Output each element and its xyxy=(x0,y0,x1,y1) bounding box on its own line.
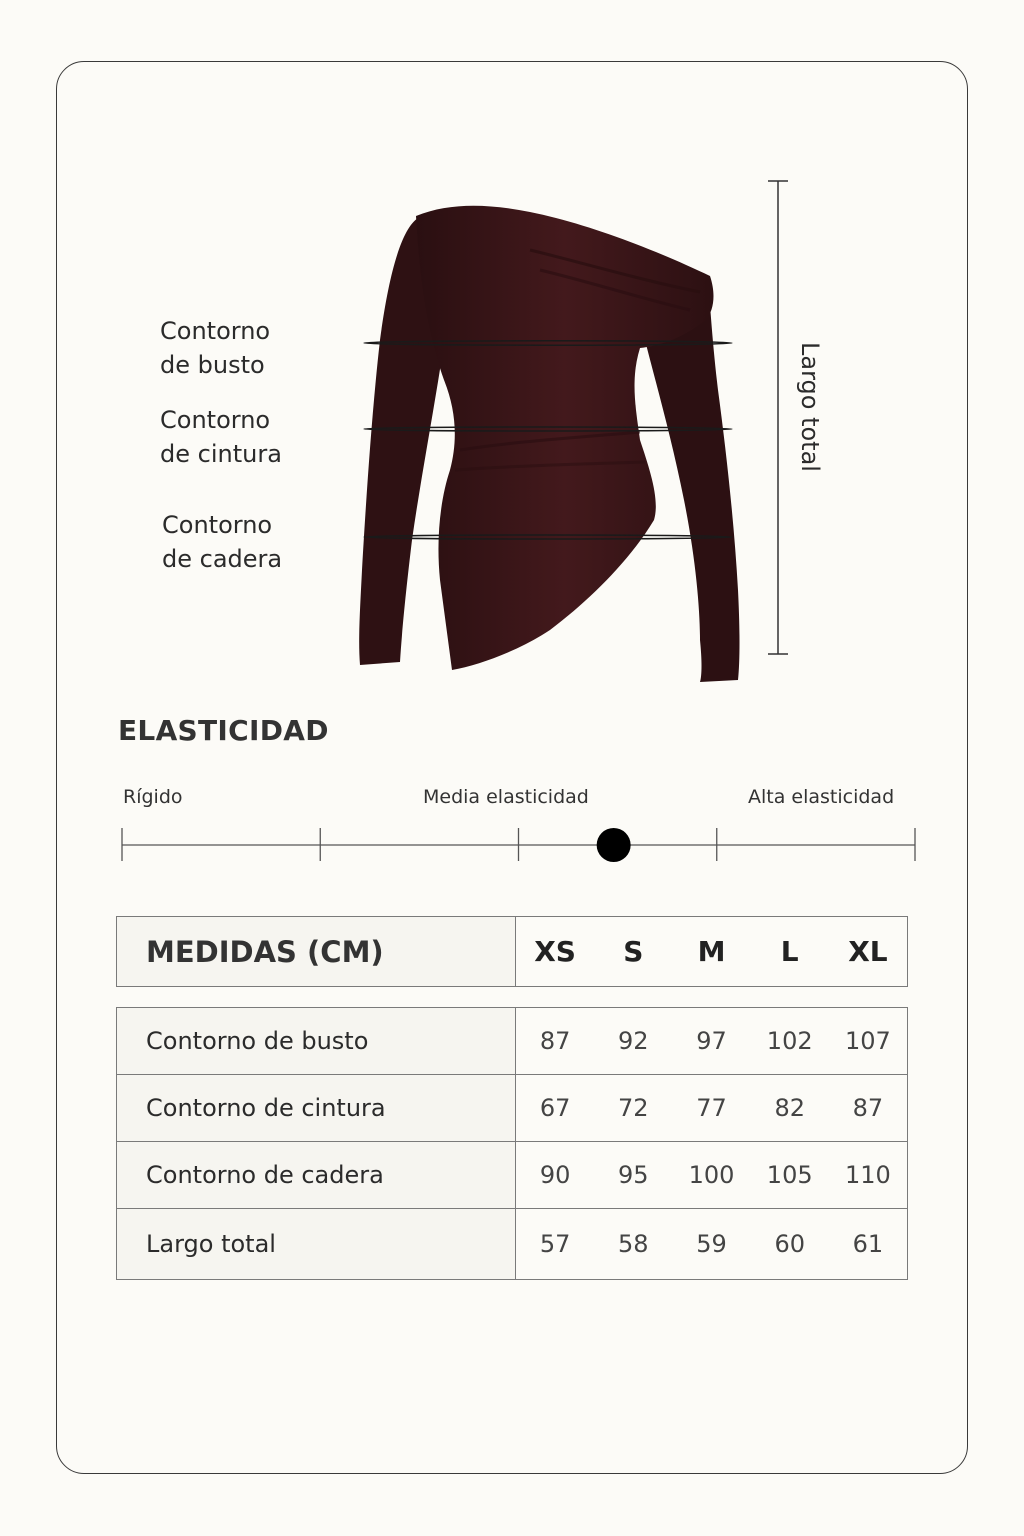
elasticity-title: ELASTICIDAD xyxy=(118,714,329,747)
elasticity-indicator xyxy=(597,828,631,862)
table-row xyxy=(117,1075,908,1142)
cell-value: 102 xyxy=(766,1027,813,1055)
bust-label: Contorno de busto xyxy=(160,317,271,379)
cell-value: 105 xyxy=(766,1161,813,1189)
cell-value: 92 xyxy=(618,1027,649,1055)
cell-value: 58 xyxy=(618,1230,649,1258)
garment-illustration xyxy=(340,170,760,690)
total-length-label: Largo total xyxy=(796,342,824,472)
cell-value: 87 xyxy=(539,1027,571,1055)
size-xl: XL xyxy=(848,935,888,968)
cell-value: 100 xyxy=(688,1161,735,1189)
cell-value: 61 xyxy=(852,1230,884,1258)
elasticity-mid-label: Media elasticidad xyxy=(423,786,589,808)
elasticity-scale xyxy=(110,820,930,870)
size-xs: XS xyxy=(534,935,576,968)
table-row xyxy=(117,1008,908,1075)
row-label: Contorno de cintura xyxy=(117,1075,516,1142)
waist-label: Contorno de cintura xyxy=(160,406,282,468)
cell-value: 110 xyxy=(845,1161,891,1189)
cell-value: 72 xyxy=(618,1094,649,1122)
size-m: M xyxy=(697,935,726,968)
total-length-scale xyxy=(766,180,790,656)
cell-value: 97 xyxy=(696,1027,727,1055)
cell-value: 57 xyxy=(539,1230,571,1258)
row-label: Contorno de busto xyxy=(117,1008,516,1075)
table-row xyxy=(117,1142,908,1209)
row-label: Contorno de cadera xyxy=(117,1142,516,1209)
hip-label: Contorno de cadera xyxy=(162,511,283,573)
cell-value: 90 xyxy=(539,1161,571,1189)
size-l: L xyxy=(780,935,799,968)
cell-value: 67 xyxy=(539,1094,571,1122)
cell-value: 59 xyxy=(696,1230,727,1258)
size-table-header xyxy=(116,916,908,987)
size-columns xyxy=(516,917,908,987)
size-s: S xyxy=(623,935,644,968)
cell-value: 60 xyxy=(774,1230,805,1258)
measurements-header: MEDIDAS (CM) xyxy=(117,917,516,987)
cell-value: 95 xyxy=(618,1161,649,1189)
table-row xyxy=(117,1209,908,1280)
cell-value: 87 xyxy=(852,1094,884,1122)
elasticity-high-label: Alta elasticidad xyxy=(748,786,895,808)
cell-value: 82 xyxy=(774,1094,805,1122)
cell-value: 77 xyxy=(696,1094,727,1122)
elasticity-low-label: Rígido xyxy=(123,786,183,808)
row-label: Largo total xyxy=(117,1209,516,1280)
size-table xyxy=(116,1007,908,1280)
cell-value: 107 xyxy=(845,1027,891,1055)
